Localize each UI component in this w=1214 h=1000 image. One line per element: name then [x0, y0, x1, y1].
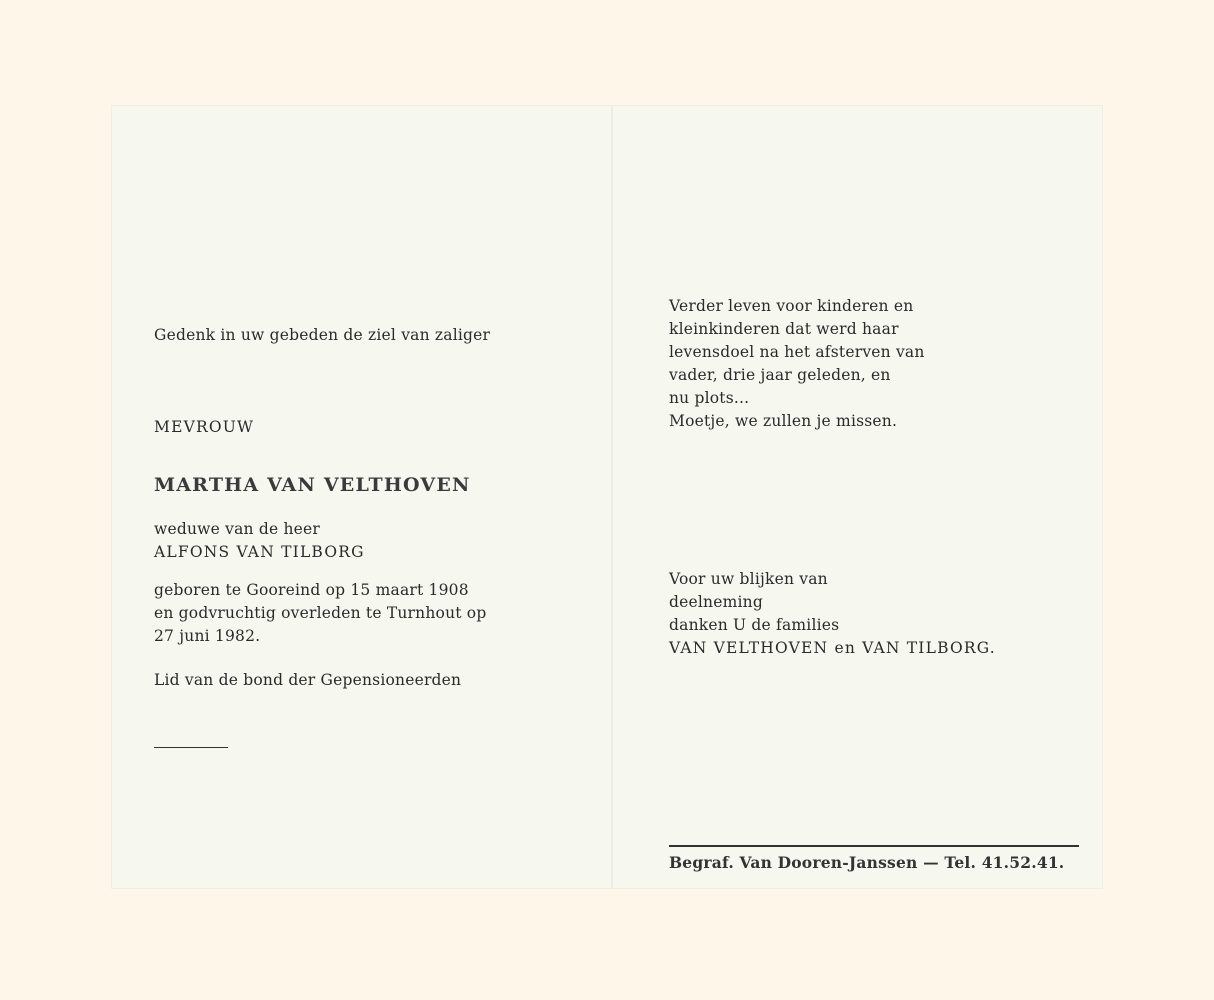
- right-panel: [613, 106, 1102, 888]
- undertaker-footer: Begraf. Van Dooren-Janssen — Tel. 41.52.41.: [669, 853, 1065, 872]
- spouse-name: ALFONS VAN TILBORG: [154, 543, 365, 561]
- left-panel: [112, 106, 611, 888]
- thanks-line: deelneming: [669, 593, 763, 611]
- birth-line: geboren te Gooreind op 15 maart 1908: [154, 581, 469, 599]
- life-block: [154, 579, 486, 648]
- spouse-line: weduwe van de heer: [154, 520, 320, 538]
- thanks-line: Voor uw blijken van: [669, 570, 828, 588]
- membership-text: Lid van de bond der Gepensioneerden: [154, 671, 462, 689]
- memorial-card: [112, 106, 1102, 888]
- thanks-line: danken U de families: [669, 616, 840, 634]
- tribute-line: levensdoel na het afsterven van: [669, 343, 925, 361]
- tribute-block: [669, 295, 925, 433]
- footer-divider: [669, 845, 1079, 847]
- tribute-line: vader, drie jaar geleden, en: [669, 366, 891, 384]
- intro-text: Gedenk in uw gebeden de ziel van zaliger: [154, 326, 491, 344]
- death-line: en godvruchtig overleden te Turnhout op: [154, 604, 487, 622]
- spouse-block: [154, 518, 365, 564]
- tribute-line: kleinkinderen dat werd haar: [669, 320, 899, 338]
- thanks-block: [669, 568, 996, 660]
- title-text: MEVROUW: [154, 418, 255, 436]
- tribute-line: Verder leven voor kinderen en: [669, 297, 914, 315]
- families-line: VAN VELTHOVEN en VAN TILBORG.: [669, 639, 996, 657]
- death-date-line: 27 juni 1982.: [154, 627, 261, 645]
- tribute-line: nu plots...: [669, 389, 750, 407]
- divider-short: [154, 747, 228, 748]
- deceased-name: MARTHA VAN VELTHOVEN: [154, 474, 471, 496]
- tribute-line: Moetje, we zullen je missen.: [669, 412, 898, 430]
